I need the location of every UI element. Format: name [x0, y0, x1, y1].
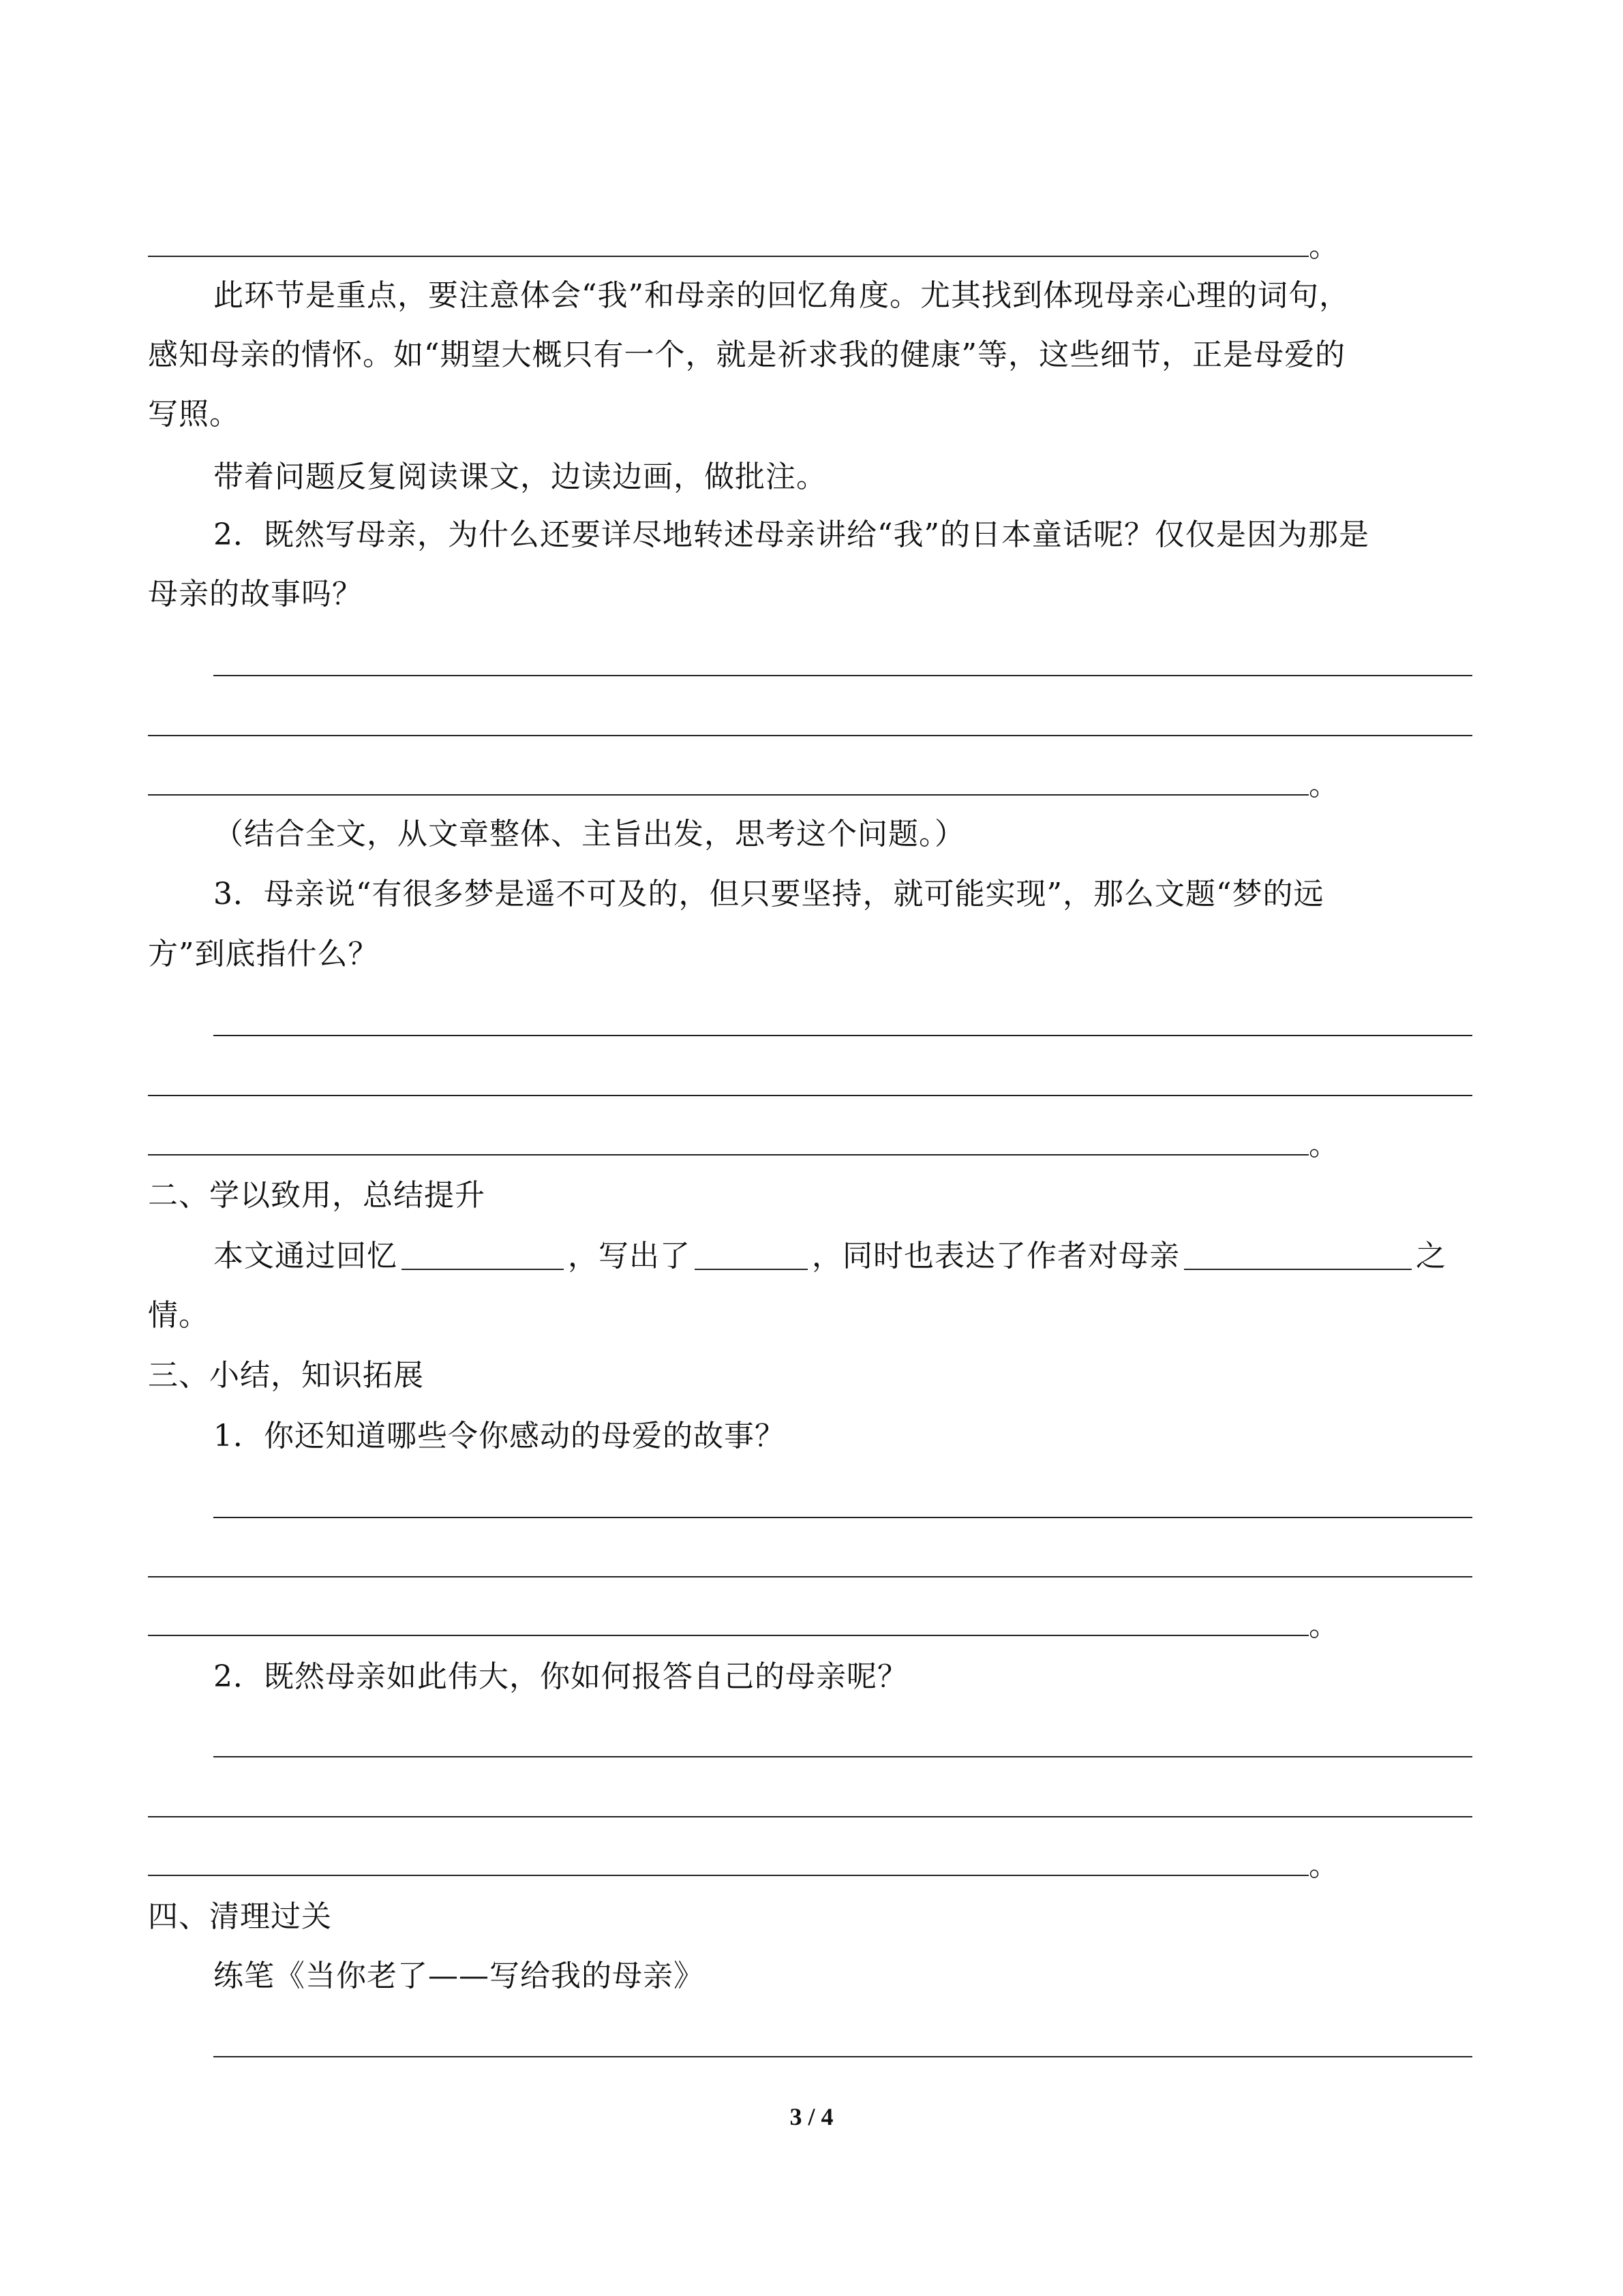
answer-line[interactable] — [148, 1875, 1309, 1876]
fill-in-sentence — [213, 1236, 1446, 1277]
writing-task: 练笔《当你老了——写给我的母亲》 — [213, 1959, 704, 1993]
fill-in-blank[interactable] — [695, 1237, 808, 1270]
fill-in-text: ，同时也表达了作者对母亲 — [812, 1239, 1180, 1273]
period: 。 — [1309, 229, 1339, 264]
period: 。 — [1309, 1608, 1339, 1643]
fill-in-text: ，写出了 — [568, 1239, 691, 1273]
section-heading: 三、小结，知识拓展 — [148, 1358, 424, 1393]
answer-line[interactable] — [213, 1517, 1472, 1518]
answer-line[interactable] — [148, 735, 1472, 736]
period: 。 — [1309, 1128, 1339, 1162]
fill-in-blank[interactable] — [1184, 1237, 1412, 1270]
hint-text: （结合全文，从文章整体、主旨出发，思考这个问题。） — [213, 817, 965, 851]
fill-in-text: 之 — [1416, 1239, 1446, 1273]
question-3-text: 方”到底指什么？ — [148, 937, 379, 971]
question-3-text: 3．母亲说“有很多梦是遥不可及的，但只要坚持，就可能实现”，那么文题“梦的远 — [213, 877, 1324, 911]
paragraph-line: 感知母亲的情怀。如“期望大概只有一个，就是祈求我的健康”等，这些细节，正是母爱的 — [148, 337, 1346, 372]
answer-line[interactable] — [213, 1756, 1472, 1757]
paragraph-line: 此环节是重点，要注意体会“我”和母亲的回忆角度。尤其找到体现母亲心理的词句， — [213, 278, 1350, 313]
answer-line[interactable] — [148, 1635, 1309, 1636]
answer-line[interactable] — [213, 1035, 1472, 1036]
page-number: 3 / 4 — [789, 2103, 834, 2130]
answer-line[interactable] — [213, 2056, 1472, 2057]
fill-in-blank[interactable] — [401, 1237, 564, 1270]
answer-line[interactable] — [213, 675, 1472, 676]
instruction-text: 带着问题反复阅读课文，边读边画，做批注。 — [213, 459, 827, 494]
question-text: 1．你还知道哪些令你感动的母爱的故事？ — [213, 1419, 785, 1453]
answer-line[interactable] — [148, 794, 1309, 796]
answer-line[interactable] — [148, 256, 1309, 257]
fill-in-sentence-end: 情。 — [148, 1298, 209, 1333]
question-text: 2．既然母亲如此伟大，你如何报答自己的母亲呢？ — [213, 1659, 908, 1694]
answer-line[interactable] — [148, 1816, 1472, 1817]
answer-line[interactable] — [148, 1154, 1309, 1155]
section-heading: 二、学以致用，总结提升 — [148, 1178, 485, 1213]
answer-line[interactable] — [148, 1576, 1472, 1577]
section-heading: 四、清理过关 — [148, 1899, 332, 1934]
fill-in-text: 本文通过回忆 — [213, 1239, 397, 1273]
question-2-text: 2．既然写母亲，为什么还要详尽地转述母亲讲给“我”的日本童话呢？仅仅是因为那是 — [213, 517, 1369, 552]
period: 。 — [1309, 768, 1339, 802]
period: 。 — [1309, 1848, 1339, 1883]
paragraph-line: 写照。 — [148, 397, 240, 432]
answer-line[interactable] — [148, 1095, 1472, 1096]
question-2-text: 母亲的故事吗？ — [148, 577, 363, 611]
